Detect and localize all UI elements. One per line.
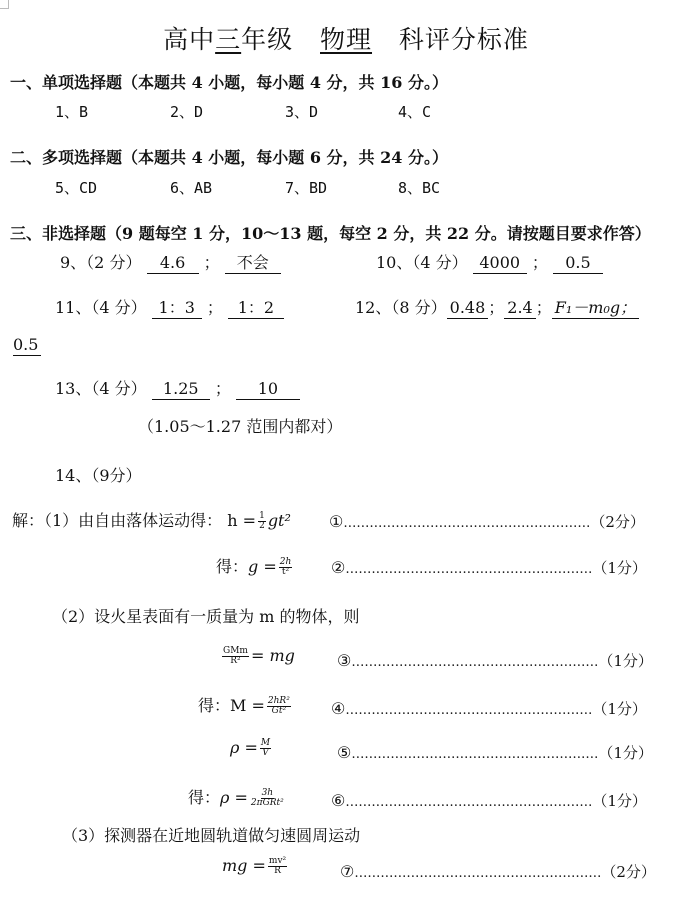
q9-answer-1: 4.6 bbox=[147, 254, 199, 274]
q14-eq4-lhs: M = bbox=[230, 696, 265, 715]
leader-dots-6: ………………………………………………… bbox=[345, 795, 593, 810]
frac-num: 2hR² bbox=[267, 695, 290, 706]
q14-row-5-tail bbox=[337, 742, 653, 763]
q14-step2-prefix: 得： bbox=[216, 557, 249, 576]
frac-num: GMm bbox=[223, 645, 248, 656]
q14-eq3-fraction bbox=[222, 647, 249, 667]
score-1: （2分） bbox=[590, 513, 645, 531]
q14-row-4-tail bbox=[331, 698, 647, 719]
title-grade: 三 bbox=[215, 25, 242, 54]
score-3: （1分） bbox=[598, 652, 653, 670]
q14-eq-6 bbox=[188, 785, 287, 808]
q12-answer-1: 0.48 bbox=[447, 299, 489, 319]
q12-row bbox=[355, 295, 639, 319]
title-prefix: 高中 bbox=[163, 25, 216, 54]
q12-continuation bbox=[13, 335, 41, 356]
q10-row bbox=[376, 250, 603, 274]
q14-row-3-tail bbox=[337, 650, 653, 671]
q12-separator-2: ； bbox=[535, 298, 552, 317]
q14-eq-5 bbox=[230, 738, 273, 758]
q11-answer-2: 1：2 bbox=[228, 299, 284, 319]
title-subject: 物理 bbox=[320, 25, 373, 54]
q14-eq5-lhs: ρ = bbox=[230, 738, 258, 757]
section-1-header: 一、单项选择题（本题共 4 小题，每小题 4 分，共 16 分。） bbox=[10, 73, 448, 92]
marker-3: ③ bbox=[337, 651, 352, 670]
s1-answer-3: 3、D bbox=[285, 103, 319, 121]
frac-num: 3h bbox=[261, 787, 274, 798]
q13-answer-2: 10 bbox=[236, 380, 300, 400]
s2-answer-7: 7、BD bbox=[285, 179, 328, 197]
score-2: （1分） bbox=[592, 559, 647, 577]
q14-eq6-lhs: ρ = bbox=[220, 788, 248, 807]
leader-dots-1: ………………………………………………… bbox=[343, 516, 591, 531]
q10-separator: ； bbox=[531, 253, 548, 272]
q10-answer-2: 0.5 bbox=[553, 254, 603, 274]
q12-label: 12、（8 分） bbox=[355, 298, 447, 317]
page-corner-mark bbox=[0, 0, 9, 9]
page-title bbox=[0, 20, 692, 56]
q14-label: 14、（9分） bbox=[55, 466, 142, 485]
q14-step1-text: 解：（1）由自由落体运动得： bbox=[12, 511, 223, 530]
s2-answer-8: 8、BC bbox=[398, 179, 441, 197]
score-7: （2分） bbox=[601, 863, 656, 881]
frac-den: R² bbox=[230, 656, 241, 666]
frac-den: R bbox=[274, 866, 281, 876]
q9-separator: ； bbox=[203, 253, 220, 272]
q14-eq6-prefix: 得： bbox=[188, 788, 221, 807]
marker-7: ⑦ bbox=[340, 862, 355, 881]
leader-dots-5: ………………………………………………… bbox=[351, 747, 599, 762]
q12-separator: ； bbox=[488, 298, 505, 317]
q14-eq4-prefix: 得： bbox=[198, 696, 231, 715]
frac-num: 2h bbox=[279, 556, 292, 567]
q14-step1-eq-lhs: h = bbox=[227, 511, 257, 530]
q10-label: 10、（4 分） bbox=[376, 253, 468, 272]
leader-dots-3: ………………………………………………… bbox=[351, 655, 599, 670]
q14-eq7-fraction bbox=[268, 857, 287, 877]
q14-step2-eq-lhs: g = bbox=[248, 557, 277, 576]
q14-eq4-fraction bbox=[267, 697, 291, 717]
q11-label: 11、（4 分） bbox=[55, 298, 147, 317]
q11-row bbox=[55, 295, 284, 319]
score-5: （1分） bbox=[598, 744, 653, 762]
score-4: （1分） bbox=[592, 700, 647, 718]
q14-eq5-fraction bbox=[260, 739, 271, 759]
frac-num: mv² bbox=[268, 855, 287, 866]
marker-4: ④ bbox=[331, 699, 346, 718]
q13-label: 13、（4 分） bbox=[55, 379, 147, 398]
q9-label: 9、（2 分） bbox=[60, 253, 142, 272]
frac-den: t² bbox=[281, 567, 290, 577]
q14-part-2: （2）设火星表面有一质量为 m 的物体，则 bbox=[52, 607, 360, 626]
leader-dots-2: ………………………………………………… bbox=[345, 562, 593, 577]
marker-6: ⑥ bbox=[331, 791, 346, 810]
q11-answer-1: 1：3 bbox=[152, 299, 202, 319]
section-2-header: 二、多项选择题（本题共 4 小题，每小题 6 分，共 24 分。） bbox=[10, 148, 448, 167]
q9-row bbox=[60, 250, 281, 274]
q13-answer-1: 1.25 bbox=[152, 380, 210, 400]
q14-eq7-lhs: mg = bbox=[222, 856, 266, 875]
q14-row-1-tail bbox=[329, 511, 645, 532]
s2-answer-5: 5、CD bbox=[55, 179, 98, 197]
q14-eq-4 bbox=[198, 693, 293, 716]
leader-dots-7: ………………………………………………… bbox=[354, 866, 602, 881]
q13-separator: ； bbox=[214, 379, 231, 398]
q14-step2-fraction bbox=[279, 558, 293, 578]
q14-part-3: （3）探测器在近地圆轨道做匀速圆周运动 bbox=[62, 826, 361, 845]
marker-1: ① bbox=[329, 512, 344, 531]
frac-den: 2πGRt² bbox=[250, 798, 284, 808]
title-mid: 年级 bbox=[241, 25, 294, 54]
q11-separator: ； bbox=[206, 298, 223, 317]
q14-eq-3 bbox=[220, 646, 295, 666]
q14-step1-eq-rhs: gt² bbox=[267, 511, 291, 530]
frac-den: V bbox=[262, 748, 269, 758]
q14-eq3-rhs: = mg bbox=[250, 646, 295, 665]
q9-answer-2: 不会 bbox=[225, 254, 281, 274]
section-3-header: 三、非选择题（9 题每空 1 分，10～13 题，每空 2 分，共 22 分。请按题目要求作答） bbox=[10, 224, 651, 243]
q14-row-7-tail bbox=[340, 861, 656, 882]
leader-dots-4: ………………………………………………… bbox=[345, 703, 593, 718]
q14-row-6-tail bbox=[331, 790, 647, 811]
q14-eq-7 bbox=[222, 856, 289, 876]
q14-eq6-fraction bbox=[250, 789, 285, 809]
q13-note: （1.05～1.27 范围内都对） bbox=[138, 417, 343, 436]
title-suffix: 科评分标准 bbox=[398, 25, 529, 54]
frac-num: M bbox=[260, 737, 271, 748]
marker-2: ② bbox=[331, 558, 346, 577]
score-6: （1分） bbox=[592, 792, 647, 810]
q12-answer-3: F₁－m₀g； bbox=[552, 299, 639, 319]
q14-step-2 bbox=[216, 554, 294, 577]
s1-answer-1: 1、B bbox=[55, 103, 89, 121]
q12-answer-2: 2.4 bbox=[504, 299, 535, 319]
frac-num: 1 bbox=[259, 510, 265, 521]
frac-den: 2 bbox=[259, 521, 265, 531]
q14-step-1 bbox=[12, 508, 291, 531]
s2-answer-6: 6、AB bbox=[170, 179, 213, 197]
s1-answer-4: 4、C bbox=[398, 103, 432, 121]
q12-answer-4: 0.5 bbox=[13, 336, 41, 356]
q14-row-2-tail bbox=[331, 557, 647, 578]
q14-step1-fraction bbox=[258, 512, 266, 532]
s1-answer-2: 2、D bbox=[170, 103, 204, 121]
q10-answer-1: 4000 bbox=[473, 254, 527, 274]
q13-row bbox=[55, 376, 300, 400]
marker-5: ⑤ bbox=[337, 743, 352, 762]
frac-den: Gt² bbox=[271, 706, 287, 716]
